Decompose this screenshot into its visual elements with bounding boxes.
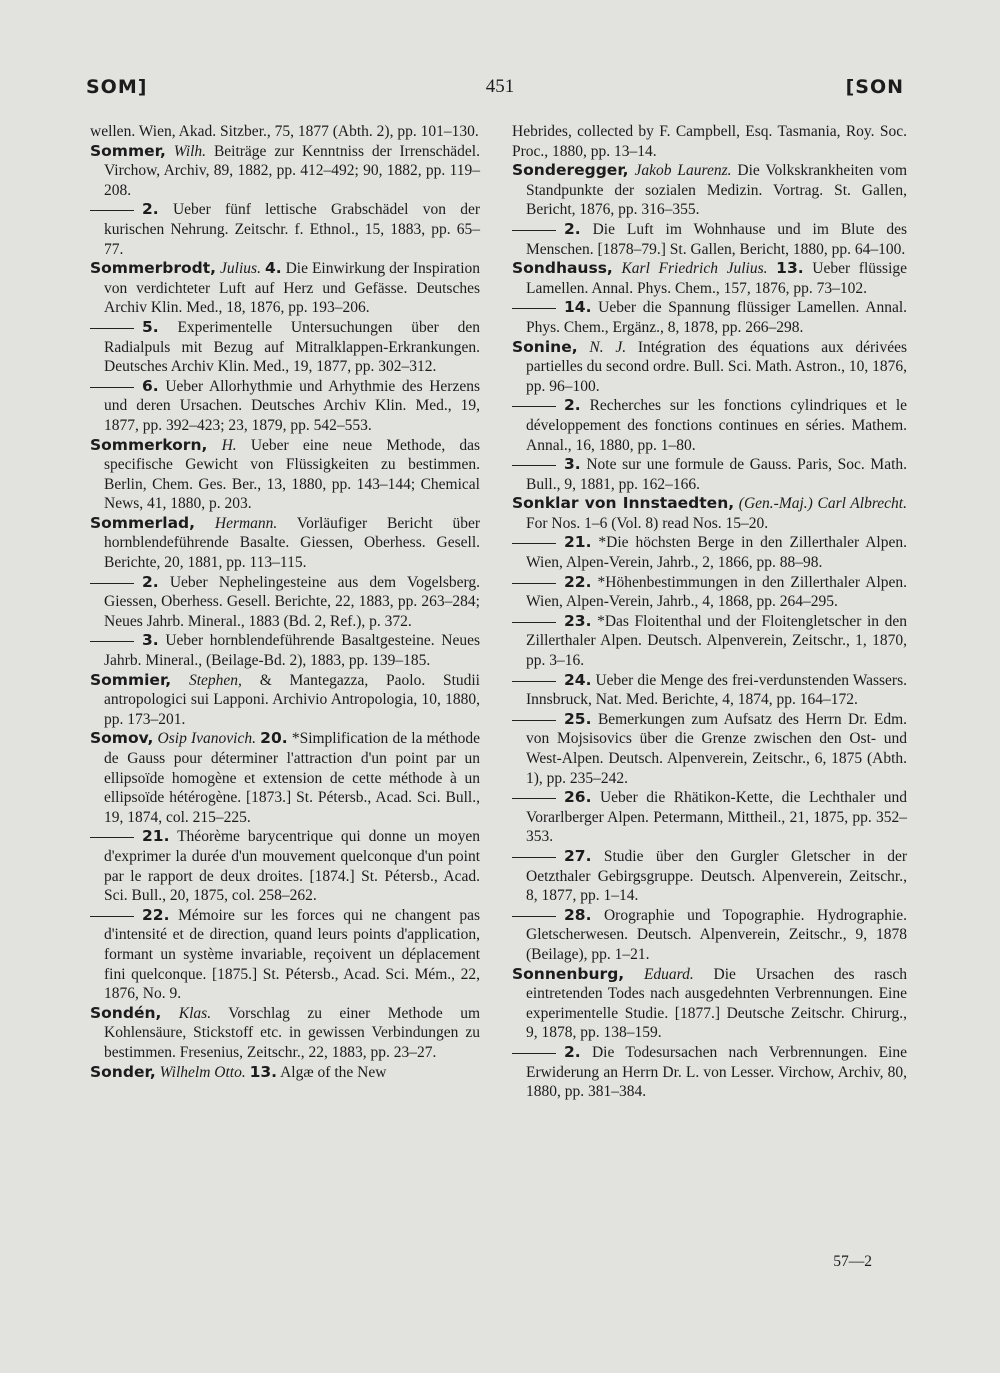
author-given-name: Stephen, [188, 671, 242, 689]
entry-continuation [90, 122, 480, 142]
ditto-rule [512, 308, 556, 309]
entry-text: Die Volkskrankheiten vom Standpunkte der sozialen Medizin. Vortrag. St. Gallen, Bericht, 1876, pp. 316–355. [526, 162, 908, 219]
bibliography-entry [90, 436, 480, 514]
bibliography-subentry [90, 573, 480, 632]
left-column [90, 122, 480, 1082]
ditto-rule [90, 210, 134, 211]
ditto-rule [512, 465, 556, 466]
entry-number: 2. [564, 1042, 581, 1061]
entry-text: wellen. Wien, Akad. Sitzber., 75, 1877 (Abth. 2), pp. 101–130. [90, 123, 479, 140]
bibliography-entry [90, 729, 480, 827]
ditto-rule [90, 837, 134, 838]
ditto-rule [512, 1053, 556, 1054]
entry-text: & Mantegazza, Paolo. Studii antropologici sui Lapponi. Archivio Antropologia, 10, 1880, pp. 173–201. [104, 671, 480, 728]
entry-text: Die Luft im Wohnhause und im Blute des Menschen. [1878–79.] St. Gallen, Bericht, 1880, pp. 64–100. [526, 220, 907, 258]
entry-number: 2. [142, 572, 159, 591]
author-name: Sondhauss, [512, 259, 613, 278]
author-name: Sommerbrodt, [90, 259, 217, 278]
bibliography-subentry [90, 631, 480, 670]
entry-text: Ueber hornblendeführende Basaltgesteine. Neues Jahrb. Mineral., (Beilage-Bd. 2), 1883, pp. 139–185. [104, 632, 480, 670]
entry-continuation [512, 122, 907, 161]
entry-text: Studie über den Gurgler Gletscher in der Oetzthaler Gebirgsgruppe. Deutsch. Alpenverein, Zeitschr., 8, 1877, pp. 1–14. [526, 847, 907, 905]
running-head-right: [SON [845, 76, 904, 98]
ditto-rule [512, 230, 556, 231]
entry-number: 2. [564, 219, 581, 238]
entry-text: Bemerkungen zum Aufsatz des Herrn Dr. Edm. von Mojsisovics über die Grenze zwischen den Ost- und West-Alpen. Deutsch. Alpenverein, Zeitschr., 6, 1875 (Abth. 1), pp. 235–242. [526, 710, 908, 787]
author-given-name: N. J. [589, 338, 627, 356]
entry-text: Ueber Nephelingesteine aus dem Vogelsberg. Giessen, Oberhess. Gesell. Berichte, 22, 1883, pp. 263–284; Neues Jahrb. Mineral., 1883 (Bd. 2, Ref.), p. 372. [104, 573, 481, 630]
ditto-rule [90, 583, 134, 584]
entry-text: For Nos. 1–6 (Vol. 8) read Nos. 15–20. [526, 514, 769, 532]
author-given-name: (Gen.-Maj.) Carl Albrecht. [738, 495, 907, 513]
page-number: 451 [485, 76, 515, 97]
entry-number: 23. [564, 611, 592, 630]
bibliography-subentry [512, 671, 907, 710]
entry-text: Ueber eine neue Methode, das specifische Gewicht von Flüssigkeiten zu bestimmen. Berlin, Chem. Ges. Ber., 13, 1880, pp. 143–144; Chemical News, 41, 1880, p. 203. [104, 436, 481, 513]
ditto-rule [512, 681, 556, 682]
ditto-rule [512, 720, 556, 721]
bibliography-subentry [512, 298, 907, 337]
entry-text: Mémoire sur les forces qui ne changent pas d'intensité et de direction, quand leurs points d'application, formant un système invariable, reçoivent un déplacement fini quelconque. [1875.] St. Pétersb., Acad. Sci. Mém., 22, 1876, No. 9. [104, 906, 481, 1003]
bibliography-subentry [512, 455, 907, 494]
bibliography-subentry [90, 377, 480, 436]
entry-text: Vorschlag zu einer Methode um Kohlensäure, Stickstoff etc. in gewissen Verbindungen zu bestimmen. Fresenius, Zeitschr., 22, 1883, pp. 23–27. [104, 1004, 480, 1061]
entry-text: Algæ of the New [280, 1063, 387, 1081]
author-given-name: Hermann. [214, 514, 278, 532]
bibliography-subentry [512, 906, 907, 965]
author-given-name: Julius. [220, 260, 261, 278]
bibliography-entry [90, 142, 480, 201]
ditto-rule [512, 798, 556, 799]
author-name: Sondén, [90, 1003, 162, 1022]
bibliography-entry [512, 259, 907, 298]
entry-text: Die Ursachen des rasch eintretenden Todes nach ausgedehnten Verbrennungen. Eine experimentelle Studie. [1877.] Deutsche Zeitschr. Chirurg., 9, 1878, pp. 138–159. [526, 965, 908, 1042]
ditto-rule [512, 857, 556, 858]
bibliography-subentry [512, 710, 907, 788]
bibliography-entry [90, 1004, 480, 1063]
entry-text: *Die höchsten Berge in den Zillerthaler Alpen. Wien, Alpen-Verein, Jahrb., 2, 1866, pp. 88–98. [526, 534, 907, 572]
bibliography-entry [512, 161, 907, 220]
entry-text: Ueber Allorhythmie und Arhythmie des Herzens und deren Ursachen. Deutsches Archiv Klin. Med., 19, 1877, pp. 392–423; 23, 1879, pp. 542–553. [104, 377, 481, 434]
bibliography-entry [90, 1063, 480, 1083]
entry-text: Beiträge zur Kenntniss der Irrenschädel. Virchow, Archiv, 89, 1882, pp. 412–492; 90, 1882, pp. 119–208. [104, 142, 480, 199]
entry-number: 14. [564, 298, 592, 317]
ditto-rule [512, 916, 556, 917]
entry-number: 21. [142, 827, 170, 846]
entry-text: Ueber flüssige Lamellen. Annal. Phys. Chem., 157, 1876, pp. 73–102. [526, 260, 908, 297]
entry-text: *Simplification de la méthode de Gauss pour déterminer l'attraction d'un point par un ellipsoïde homogène et extension de cette méthode à un ellipsoïde hétérogène. [1873.] St. Pétersb., Acad. Sci. Bull., 19, 1874, col. 215–225. [104, 730, 481, 826]
author-given-name: Eduard. [643, 965, 694, 983]
author-given-name: Karl Friedrich Julius. [621, 260, 768, 278]
entry-number: 5. [142, 317, 159, 336]
bibliography-subentry [512, 396, 907, 455]
entry-number: 3. [142, 631, 159, 650]
signature-mark: 57—2 [833, 1253, 872, 1270]
ditto-rule [90, 916, 134, 917]
author-name: Sonder, [90, 1062, 156, 1081]
bibliography-entry [90, 259, 480, 318]
entry-text: Ueber die Rhätikon-Kette, die Lechthaler und Vorarlberger Alpen. Petermann, Mittheil., 21, 1875, pp. 352–353. [526, 789, 908, 846]
bibliography-entry [512, 494, 907, 533]
ditto-rule [90, 328, 134, 329]
entry-text: Théorème barycentrique qui donne un moyen d'exprimer la durée d'un mouvement quelconque d'un point par le rapport de deux droites. [1874.] St. Pétersb., Acad. Sci. Bull., 20, 1875, col. 258–262. [104, 828, 480, 905]
ditto-rule [90, 387, 134, 388]
bibliography-entry [512, 338, 907, 397]
entry-text: Recherches sur les fonctions cylindriques et le développement des fonctions continues en séries. Mathem. Annal., 16, 1880, pp. 1–80. [526, 397, 908, 454]
author-given-name: Wilh. [173, 142, 207, 160]
author-name: Sonderegger, [512, 161, 629, 180]
right-column [512, 122, 907, 1102]
bibliography-subentry [512, 220, 907, 259]
author-given-name: Klas. [178, 1004, 212, 1022]
entry-text: Intégration des équations aux dérivées partielles du second ordre. Bull. Sci. Math. Astron., 10, 1876, pp. 96–100. [526, 338, 908, 395]
entry-text: Ueber die Spannung flüssiger Lamellen. Annal. Phys. Chem., Ergänz., 8, 1878, pp. 266–298. [526, 299, 908, 336]
entry-text: *Höhenbestimmungen in den Zillerthaler Alpen. Wien, Alpen-Verein, Jahrb., 4, 1868, pp. 264–295. [526, 573, 908, 611]
entry-text: Hebrides, collected by F. Campbell, Esq. Tasmania, Roy. Soc. Proc., 1880, pp. 13–14. [512, 123, 907, 160]
ditto-rule [512, 622, 556, 623]
entry-text: Experimentelle Untersuchungen über den Radialpuls mit Bezug auf Mitralklappen-Erkrankungen. Deutsches Archiv Klin. Med., 19, 1877, pp. 302–312. [104, 318, 480, 376]
entry-text: Ueber die Menge des frei-verdunstenden Wassers. Innsbruck, Nat. Med. Berichte, 4, 1874, pp. 164–172. [526, 671, 907, 709]
author-name: Sommier, [90, 670, 172, 689]
author-name: Sonine, [512, 337, 578, 356]
entry-number: 13. [249, 1062, 278, 1081]
bibliography-subentry [512, 788, 907, 847]
entry-text: Vorläufiger Bericht über hornblendeführende Basalte. Giessen, Oberhess. Gesell. Berichte, 20, 1881, pp. 113–115. [104, 514, 481, 572]
ditto-rule [90, 641, 134, 642]
author-name: Sommer, [90, 141, 166, 160]
bibliography-subentry [512, 612, 907, 671]
ditto-rule [512, 543, 556, 544]
entry-number: 28. [564, 905, 592, 924]
entry-text: Orographie und Topographie. Hydrographie. Gletscherwesen. Deutsch. Alpenverein, Zeitschr., 9, 1878 (Beilage), pp. 1–21. [526, 906, 908, 963]
author-given-name: Osip Ivanovich. [157, 730, 256, 748]
bibliography-entry [90, 514, 480, 573]
ditto-rule [512, 406, 556, 407]
running-head-left: SOM] [86, 76, 148, 98]
author-name: Sonklar von Innstaedten, [512, 494, 735, 513]
entry-number: 21. [564, 533, 592, 552]
entry-number: 22. [142, 905, 170, 924]
entry-number: 6. [142, 376, 159, 395]
author-given-name: Jakob Laurenz. [634, 162, 732, 180]
entry-number: 2. [142, 200, 159, 219]
entry-number: 13. [776, 259, 804, 278]
entry-number: 26. [564, 788, 592, 807]
author-given-name: Wilhelm Otto. [159, 1063, 246, 1081]
entry-text: Ueber fünf lettische Grabschädel von der kurischen Nehrung. Zeitschr. f. Ethnol., 15, 1883, pp. 65–77. [104, 201, 480, 258]
entry-text: Die Einwirkung der Inspiration von verdichteter Luft auf Herz und Gefässe. Deutsches Archiv Klin. Med., 18, 1876, pp. 193–206. [104, 260, 481, 317]
entry-text: Die Todesursachen nach Verbrennungen. Eine Erwiderung an Herrn Dr. L. von Lesser. Virchow, Archiv, 80, 1880, pp. 381–384. [526, 1043, 907, 1101]
author-name: Somov, [90, 729, 154, 748]
entry-text: *Das Floitenthal und der Floitengletscher in den Zillerthaler Alpen. Deutsch. Alpenverein, Zeitschr., 1, 1870, pp. 3–16. [526, 612, 908, 670]
bibliography-subentry [512, 533, 907, 572]
entry-number: 24. [564, 670, 592, 689]
entry-number: 25. [564, 709, 592, 728]
bibliography-subentry [90, 318, 480, 377]
entry-number: 3. [564, 455, 581, 474]
bibliography-entry [512, 965, 907, 1043]
entry-number: 2. [564, 396, 581, 415]
entry-number: 27. [564, 846, 592, 865]
author-name: Sonnenburg, [512, 964, 625, 983]
bibliography-subentry [512, 847, 907, 906]
bibliography-subentry [512, 573, 907, 612]
bibliography-subentry [512, 1043, 907, 1102]
entry-text: Note sur une formule de Gauss. Paris, Soc. Math. Bull., 9, 1881, pp. 162–166. [526, 456, 907, 493]
bibliography-subentry [90, 200, 480, 259]
bibliography-entry [90, 671, 480, 730]
entry-number: 22. [564, 572, 592, 591]
author-name: Sommerlad, [90, 513, 196, 532]
ditto-rule [512, 583, 556, 584]
author-given-name: H. [221, 436, 237, 454]
author-name: Sommerkorn, [90, 435, 208, 454]
bibliography-subentry [90, 906, 480, 1004]
entry-number: 20. [260, 729, 288, 748]
bibliography-subentry [90, 827, 480, 905]
entry-number: 4. [264, 259, 282, 278]
